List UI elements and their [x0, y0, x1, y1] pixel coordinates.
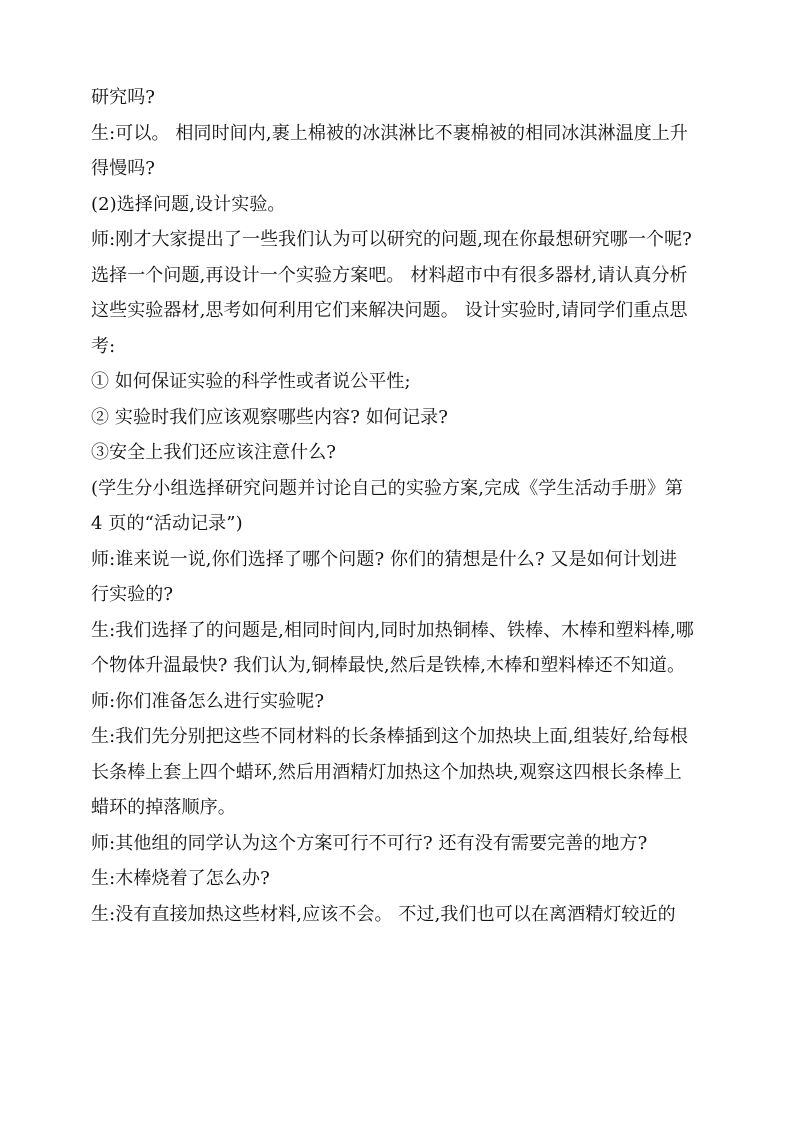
text-line: 长条棒上套上四个蜡环,然后用酒精灯加热这个加热块,观察这四根长条棒上	[91, 761, 682, 783]
text-line: 4 页的“活动记录”)	[91, 513, 243, 534]
text-line: 师:刚才大家提出了一些我们认为可以研究的问题,现在你最想研究哪一个呢?	[91, 229, 692, 250]
list-item: ② 实验时我们应该观察哪些内容? 如何记录?	[91, 406, 448, 428]
text-line: 考:	[91, 335, 116, 357]
text-line: 个物体升温最快? 我们认为,铜棒最快,然后是铁棒,木棒和塑料棒还不知道。	[91, 655, 686, 676]
list-item: ③安全上我们还应该注意什么?	[91, 442, 337, 463]
text-line: 蜡环的掉落顺序。	[91, 797, 236, 818]
text-line: 生:我们先分别把这些不同材料的长条棒插到这个加热块上面,组装好,给每根	[91, 726, 689, 747]
text-line: 师:其他组的同学认为这个方案可行不可行? 还有没有需要完善的地方?	[91, 832, 648, 854]
section-heading: (2)选择问题,设计实验。	[91, 193, 286, 215]
text-line: 师:你们准备怎么进行实验呢?	[91, 690, 325, 712]
text-line: 得慢吗?	[91, 158, 156, 179]
text-line: (学生分小组选择研究问题并讨论自己的实验方案,完成《学生活动手册》第	[91, 477, 684, 499]
text-line: 生:我们选择了的问题是,相同时间内,同时加热铜棒、铁棒、木棒和塑料棒,哪	[91, 619, 694, 641]
text-line: 这些实验器材,思考如何利用它们来解决问题。 设计实验时,请同学们重点思	[91, 300, 688, 321]
list-item: ① 如何保证实验的科学性或者说公平性;	[91, 371, 411, 392]
text-line: 研究吗?	[91, 87, 156, 108]
text-line: 行实验的?	[91, 584, 174, 605]
text-line: 师:谁来说一说,你们选择了哪个问题? 你们的猜想是什么? 又是如何计划进	[91, 548, 678, 570]
text-line: 生:木棒烧着了怎么办?	[91, 868, 270, 889]
text-line: 选择一个问题,再设计一个实验方案吧。 材料超市中有很多器材,请认真分析	[91, 264, 688, 286]
text-line: 生:可以。 相同时间内,裹上棉被的冰淇淋比不裹棉被的相同冰淇淋温度上升	[91, 122, 689, 144]
document-page	[91, 80, 711, 932]
text-line: 生:没有直接加热这些材料,应该不会。 不过,我们也可以在离酒精灯较近的	[91, 903, 676, 925]
